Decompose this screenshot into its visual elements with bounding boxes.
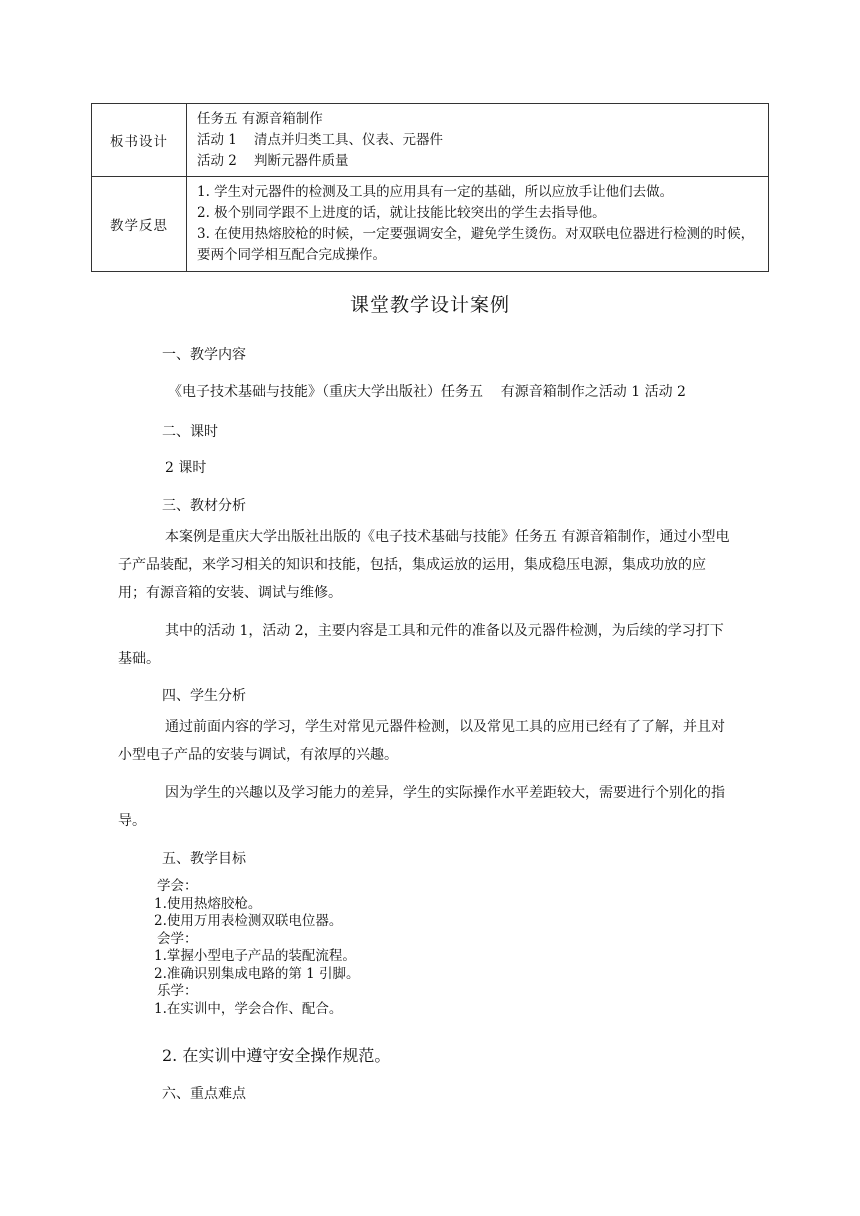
section-heading-hours: 二、课时 bbox=[162, 424, 218, 440]
goal-line: 1.在实训中，学会合作、配合。 bbox=[154, 1000, 343, 1017]
analysis-paragraph: 本案例是重庆大学出版社出版的《电子技术基础与技能》任务五 有源音箱制作，通过小型电子产品装配，来学习相关的知识和技能，包括，集成运放的运用，集成稳压电源，集成功放的应用；有源音箱的安装、调试与维修。 bbox=[118, 529, 730, 601]
student-paragraph: 因为学生的兴趣以及学习能力的差异，学生的实际操作水平差距较大，需要进行个别化的指导。 bbox=[118, 785, 725, 829]
goals-list bbox=[154, 878, 360, 1018]
student-paragraph: 通过前面内容的学习，学生对常见元器件检测，以及常见工具的应用已经有了了解，并且对小型电子产品的安装与调试，有浓厚的兴趣。 bbox=[118, 719, 725, 763]
section-heading-students: 四、学生分析 bbox=[162, 688, 246, 704]
blackboard-line: 活动 2 判断元器件质量 bbox=[197, 152, 349, 169]
goal-line: 1.使用热熔胶枪。 bbox=[154, 895, 262, 912]
reflection-line: 3. 在使用热熔胶枪的时候，一定要强调安全，避免学生烫伤。对双联电位器进行检测的时候，要两个同学相互配合完成操作。 bbox=[197, 226, 755, 263]
goal-line: 1.掌握小型电子产品的装配流程。 bbox=[154, 948, 356, 964]
table-row bbox=[92, 104, 769, 177]
section-heading-material: 三、教材分析 bbox=[162, 498, 246, 514]
blackboard-line: 活动 1 清点并归类工具、仪表、元器件 bbox=[197, 131, 444, 148]
blackboard-line: 任务五 有源音箱制作 bbox=[197, 110, 323, 127]
section-heading-key-points: 六、重点难点 bbox=[162, 1086, 246, 1102]
goal-line: 2.准确识别集成电路的第 1 引脚。 bbox=[154, 965, 360, 982]
goal-line: 2.使用万用表检测双联电位器。 bbox=[154, 913, 343, 929]
goal-line: 乐学： bbox=[157, 983, 198, 999]
row-label-reflection: 教学反思 bbox=[92, 177, 187, 272]
blackboard-design-cell bbox=[187, 104, 769, 177]
hours-text: 2 课时 bbox=[165, 460, 207, 476]
section-heading-goals: 五、教学目标 bbox=[162, 851, 246, 867]
goal-line: 会学： bbox=[157, 930, 198, 947]
page-title: 课堂教学设计案例 bbox=[349, 294, 510, 316]
section-heading-content: 一、教学内容 bbox=[162, 347, 246, 363]
content-text: 《电子技术基础与技能》（重庆大学出版社）任务五 有源音箱制作之活动 1 活动 2 bbox=[168, 384, 686, 400]
safety-goal: 2. 在实训中遵守安全操作规范。 bbox=[162, 1046, 391, 1065]
reflection-line: 1. 学生对元器件的检测及工具的应用具有一定的基础，所以应放手让他们去做。 bbox=[197, 184, 674, 200]
lesson-info-table bbox=[91, 103, 769, 272]
reflection-cell bbox=[187, 177, 769, 272]
reflection-line: 2. 极个别同学跟不上进度的话，就让技能比较突出的学生去指导他。 bbox=[197, 205, 606, 221]
table-row bbox=[92, 177, 769, 272]
analysis-paragraph: 其中的活动 1，活动 2，主要内容是工具和元件的准备以及元器件检测，为后续的学习打下基础。 bbox=[118, 623, 724, 667]
row-label-blackboard: 板书设计 bbox=[92, 104, 187, 177]
goal-line: 学会： bbox=[157, 878, 198, 894]
